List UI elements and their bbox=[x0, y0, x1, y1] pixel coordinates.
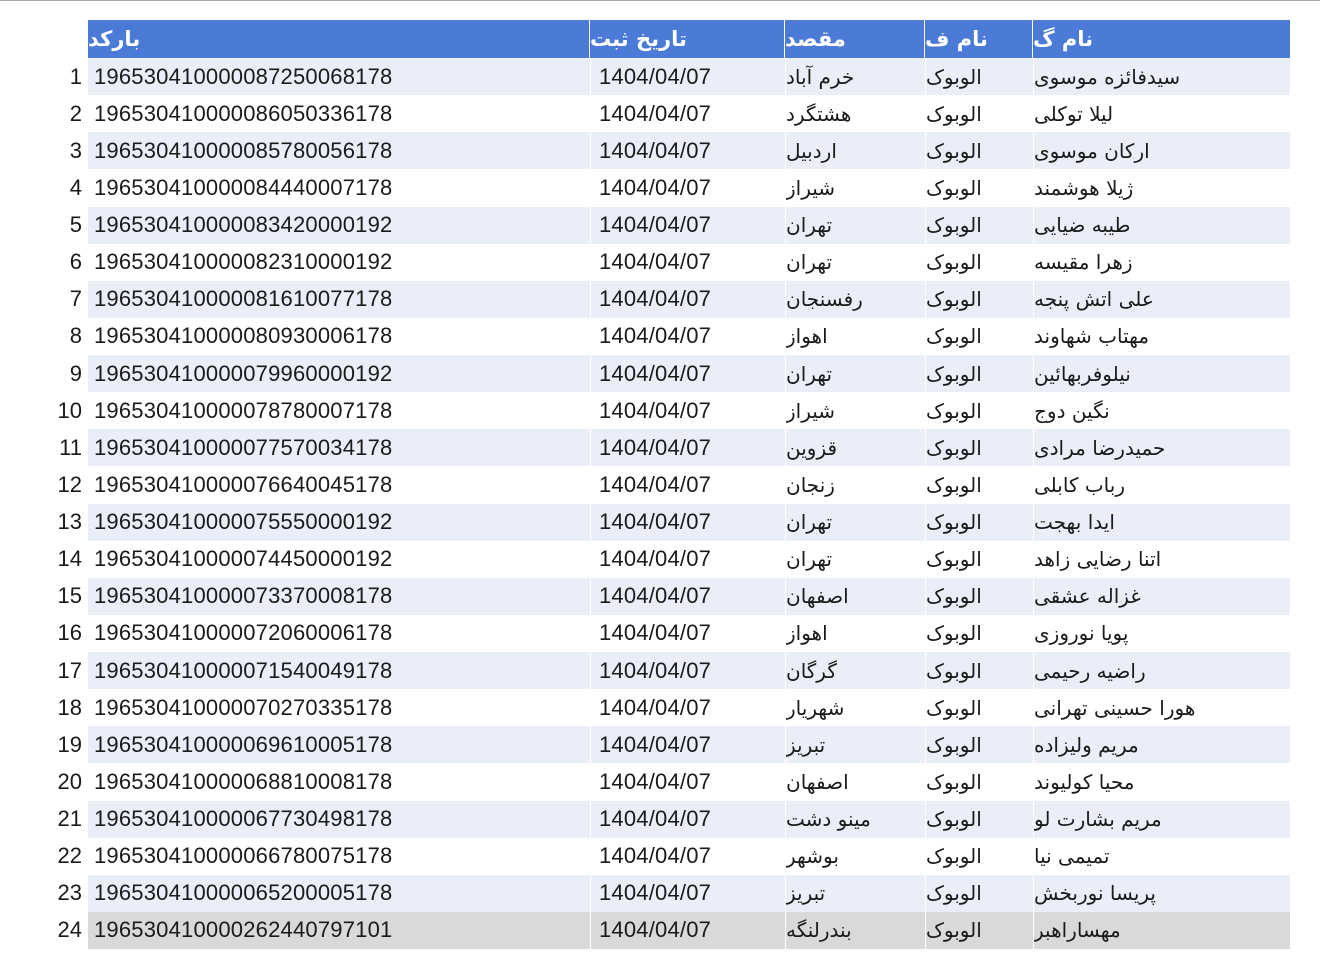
table-row[interactable] bbox=[0, 912, 1290, 949]
barcode-cell[interactable]: 196530410000067730498178 bbox=[88, 801, 590, 838]
date-cell[interactable]: 1404/04/07 bbox=[590, 318, 785, 355]
last-name-cell[interactable]: پویا نوروزی bbox=[1033, 615, 1290, 652]
barcode-cell[interactable]: 196530410000077570034178 bbox=[88, 429, 590, 466]
header-destination[interactable]: مقصد bbox=[785, 20, 925, 58]
date-cell[interactable]: 1404/04/07 bbox=[590, 244, 785, 281]
row-number: 13 bbox=[0, 504, 88, 541]
date-cell[interactable]: 1404/04/07 bbox=[590, 912, 785, 949]
first-name-cell[interactable]: الوبوک bbox=[925, 801, 1033, 838]
table-row[interactable] bbox=[0, 392, 1290, 429]
row-number: 16 bbox=[0, 615, 88, 652]
date-cell[interactable]: 1404/04/07 bbox=[590, 578, 785, 615]
barcode-cell[interactable]: 196530410000074450000192 bbox=[88, 541, 590, 578]
row-number: 8 bbox=[0, 318, 88, 355]
last-name-cell[interactable]: نیلوفربهائین bbox=[1033, 355, 1290, 392]
barcode-cell[interactable]: 196530410000075550000192 bbox=[88, 504, 590, 541]
row-number: 19 bbox=[0, 726, 88, 763]
first-name-cell[interactable]: الوبوک bbox=[925, 281, 1033, 318]
header-last-name[interactable]: نام گ bbox=[1033, 27, 1093, 51]
table-row[interactable] bbox=[0, 578, 1290, 615]
row-number: 15 bbox=[0, 578, 88, 615]
table-row[interactable] bbox=[0, 689, 1290, 726]
destination-cell[interactable]: تهران bbox=[785, 244, 925, 281]
first-name-cell[interactable]: الوبوک bbox=[925, 689, 1033, 726]
row-number: 20 bbox=[0, 763, 88, 800]
destination-cell[interactable]: تهران bbox=[785, 504, 925, 541]
first-name-cell[interactable]: الوبوک bbox=[925, 578, 1033, 615]
row-number: 4 bbox=[0, 169, 88, 206]
table-row[interactable] bbox=[0, 132, 1290, 169]
first-name-cell[interactable]: الوبوک bbox=[925, 207, 1033, 244]
row-number: 3 bbox=[0, 132, 88, 169]
row-number: 5 bbox=[0, 207, 88, 244]
last-name-cell[interactable]: تمیمی نیا bbox=[1033, 838, 1290, 875]
destination-cell[interactable]: بوشهر bbox=[785, 838, 925, 875]
table-row[interactable] bbox=[0, 355, 1290, 392]
destination-cell[interactable]: قزوین bbox=[785, 429, 925, 466]
date-cell[interactable]: 1404/04/07 bbox=[590, 726, 785, 763]
date-cell[interactable]: 1404/04/07 bbox=[590, 281, 785, 318]
date-cell[interactable]: 1404/04/07 bbox=[590, 355, 785, 392]
last-name-cell[interactable]: غزاله عشقی bbox=[1033, 578, 1290, 615]
last-name-cell[interactable]: مریم ولیزاده bbox=[1033, 726, 1290, 763]
table-row[interactable] bbox=[0, 466, 1290, 503]
date-cell[interactable]: 1404/04/07 bbox=[590, 615, 785, 652]
table-row[interactable] bbox=[0, 801, 1290, 838]
last-name-cell[interactable]: لیلا توکلی bbox=[1033, 95, 1290, 132]
row-number: 11 bbox=[0, 429, 88, 466]
first-name-cell[interactable]: الوبوک bbox=[925, 318, 1033, 355]
destination-cell[interactable]: بندرلنگه bbox=[785, 912, 925, 949]
date-cell[interactable]: 1404/04/07 bbox=[590, 58, 785, 95]
destination-cell[interactable]: شیراز bbox=[785, 392, 925, 429]
first-name-cell[interactable]: الوبوک bbox=[925, 504, 1033, 541]
date-cell[interactable]: 1404/04/07 bbox=[590, 801, 785, 838]
last-name-cell[interactable]: پریسا نوربخش bbox=[1033, 875, 1290, 912]
first-name-cell[interactable]: الوبوک bbox=[925, 58, 1033, 95]
barcode-cell[interactable]: 196530410000084440007178 bbox=[88, 169, 590, 206]
barcode-cell[interactable]: 196530410000087250068178 bbox=[88, 58, 590, 95]
header-date[interactable]: تاریخ ثبت bbox=[590, 20, 785, 58]
table-row[interactable] bbox=[0, 281, 1290, 318]
row-number: 2 bbox=[0, 95, 88, 132]
destination-cell[interactable]: خرم آباد bbox=[785, 58, 925, 95]
date-cell[interactable]: 1404/04/07 bbox=[590, 541, 785, 578]
destination-cell[interactable]: مینو دشت bbox=[785, 801, 925, 838]
first-name-cell[interactable]: الوبوک bbox=[925, 355, 1033, 392]
row-number: 1 bbox=[0, 58, 88, 95]
row-number: 21 bbox=[0, 801, 88, 838]
barcode-cell[interactable]: 196530410000071540049178 bbox=[88, 652, 590, 689]
first-name-cell[interactable]: الوبوک bbox=[925, 132, 1033, 169]
date-cell[interactable]: 1404/04/07 bbox=[590, 392, 785, 429]
header-first-name[interactable]: نام ف bbox=[925, 20, 1033, 58]
table-row[interactable] bbox=[0, 429, 1290, 466]
date-cell[interactable]: 1404/04/07 bbox=[590, 466, 785, 503]
table-header bbox=[0, 20, 1290, 58]
table-row[interactable] bbox=[0, 726, 1290, 763]
date-cell[interactable]: 1404/04/07 bbox=[590, 95, 785, 132]
last-name-cell[interactable]: حمیدرضا مرادی bbox=[1033, 429, 1290, 466]
table-body bbox=[0, 58, 1290, 949]
barcode-cell[interactable]: 196530410000068810008178 bbox=[88, 763, 590, 800]
destination-cell[interactable]: تهران bbox=[785, 355, 925, 392]
first-name-cell[interactable]: الوبوک bbox=[925, 429, 1033, 466]
header-index-cell bbox=[0, 20, 88, 58]
last-name-cell[interactable]: سیدفائزه موسوی bbox=[1033, 58, 1290, 95]
last-name-cell[interactable]: مریم بشارت لو bbox=[1033, 801, 1290, 838]
destination-cell[interactable]: اصفهان bbox=[785, 763, 925, 800]
first-name-cell[interactable]: الوبوک bbox=[925, 615, 1033, 652]
destination-cell[interactable]: شیراز bbox=[785, 169, 925, 206]
barcode-cell[interactable]: 196530410000086050336178 bbox=[88, 95, 590, 132]
destination-cell[interactable]: اهواز bbox=[785, 615, 925, 652]
barcode-cell[interactable]: 196530410000082310000192 bbox=[88, 244, 590, 281]
date-cell[interactable]: 1404/04/07 bbox=[590, 838, 785, 875]
first-name-cell[interactable]: الوبوک bbox=[925, 392, 1033, 429]
last-name-cell[interactable]: ایدا بهجت bbox=[1033, 504, 1290, 541]
table-row[interactable] bbox=[0, 58, 1290, 95]
row-number: 23 bbox=[0, 875, 88, 912]
table-row[interactable] bbox=[0, 763, 1290, 800]
table-row[interactable] bbox=[0, 244, 1290, 281]
row-number: 18 bbox=[0, 689, 88, 726]
destination-cell[interactable]: شهریار bbox=[785, 689, 925, 726]
destination-cell[interactable]: تبریز bbox=[785, 726, 925, 763]
last-name-cell[interactable]: مهتاب شهاوند bbox=[1033, 318, 1290, 355]
destination-cell[interactable]: رفسنجان bbox=[785, 281, 925, 318]
row-number: 14 bbox=[0, 541, 88, 578]
date-cell[interactable]: 1404/04/07 bbox=[590, 132, 785, 169]
first-name-cell[interactable]: الوبوک bbox=[925, 169, 1033, 206]
row-number: 24 bbox=[0, 912, 88, 949]
last-name-cell[interactable]: هورا حسینی تهرانی bbox=[1033, 689, 1290, 726]
row-number: 7 bbox=[0, 281, 88, 318]
barcode-cell[interactable]: 196530410000083420000192 bbox=[88, 207, 590, 244]
table-row[interactable] bbox=[0, 504, 1290, 541]
table-row[interactable] bbox=[0, 169, 1290, 206]
table-row[interactable] bbox=[0, 95, 1290, 132]
barcode-cell[interactable]: 196530410000073370008178 bbox=[88, 578, 590, 615]
barcode-cell[interactable]: 196530410000069610005178 bbox=[88, 726, 590, 763]
date-cell[interactable]: 1404/04/07 bbox=[590, 207, 785, 244]
first-name-cell[interactable]: الوبوک bbox=[925, 763, 1033, 800]
first-name-cell[interactable]: الوبوک bbox=[925, 466, 1033, 503]
first-name-cell[interactable]: الوبوک bbox=[925, 244, 1033, 281]
destination-cell[interactable]: اهواز bbox=[785, 318, 925, 355]
table-row[interactable] bbox=[0, 207, 1290, 244]
last-name-cell[interactable]: زهرا مقیسه bbox=[1033, 244, 1290, 281]
barcode-cell[interactable]: 196530410000081610077178 bbox=[88, 281, 590, 318]
last-name-cell[interactable]: علی اتش پنجه bbox=[1033, 281, 1290, 318]
row-number: 22 bbox=[0, 838, 88, 875]
barcode-cell[interactable]: 196530410000262440797101 bbox=[88, 912, 590, 949]
table-row[interactable] bbox=[0, 541, 1290, 578]
destination-cell[interactable]: تهران bbox=[785, 207, 925, 244]
table-row[interactable] bbox=[0, 615, 1290, 652]
first-name-cell[interactable]: الوبوک bbox=[925, 875, 1033, 912]
barcode-cell[interactable]: 196530410000079960000192 bbox=[88, 355, 590, 392]
first-name-cell[interactable]: الوبوک bbox=[925, 912, 1033, 949]
row-number: 6 bbox=[0, 244, 88, 281]
barcode-cell[interactable]: 196530410000070270335178 bbox=[88, 689, 590, 726]
row-number: 17 bbox=[0, 652, 88, 689]
barcode-cell[interactable]: 196530410000065200005178 bbox=[88, 875, 590, 912]
date-cell[interactable]: 1404/04/07 bbox=[590, 169, 785, 206]
destination-cell[interactable]: اردبیل bbox=[785, 132, 925, 169]
first-name-cell[interactable]: الوبوک bbox=[925, 726, 1033, 763]
data-table bbox=[0, 20, 1290, 949]
date-cell[interactable]: 1404/04/07 bbox=[590, 429, 785, 466]
destination-cell[interactable]: هشتگرد bbox=[785, 95, 925, 132]
barcode-cell[interactable]: 196530410000066780075178 bbox=[88, 838, 590, 875]
date-cell[interactable]: 1404/04/07 bbox=[590, 875, 785, 912]
last-name-cell[interactable]: راضیه رحیمی bbox=[1033, 652, 1290, 689]
table-row[interactable] bbox=[0, 875, 1290, 912]
row-number: 12 bbox=[0, 466, 88, 503]
barcode-cell[interactable]: 196530410000078780007178 bbox=[88, 392, 590, 429]
date-cell[interactable]: 1404/04/07 bbox=[590, 689, 785, 726]
first-name-cell[interactable]: الوبوک bbox=[925, 541, 1033, 578]
table-row[interactable] bbox=[0, 318, 1290, 355]
header-barcode[interactable]: بارکد bbox=[88, 20, 590, 58]
row-number: 9 bbox=[0, 355, 88, 392]
barcode-cell[interactable]: 196530410000072060006178 bbox=[88, 615, 590, 652]
destination-cell[interactable]: اصفهان bbox=[785, 578, 925, 615]
first-name-cell[interactable]: الوبوک bbox=[925, 838, 1033, 875]
barcode-cell[interactable]: 196530410000076640045178 bbox=[88, 466, 590, 503]
last-name-cell[interactable]: ارکان موسوی bbox=[1033, 132, 1290, 169]
destination-cell[interactable]: تهران bbox=[785, 541, 925, 578]
barcode-cell[interactable]: 196530410000080930006178 bbox=[88, 318, 590, 355]
last-name-cell[interactable]: اتنا رضایی زاهد bbox=[1033, 541, 1290, 578]
destination-cell[interactable]: تبریز bbox=[785, 875, 925, 912]
destination-cell[interactable]: زنجان bbox=[785, 466, 925, 503]
last-name-cell[interactable]: نگین دوج bbox=[1033, 392, 1290, 429]
first-name-cell[interactable]: الوبوک bbox=[925, 652, 1033, 689]
last-name-cell[interactable]: مهساراهبر bbox=[1033, 912, 1290, 949]
last-name-cell[interactable]: ژیلا هوشمند bbox=[1033, 169, 1290, 206]
last-name-cell[interactable]: محیا کولیوند bbox=[1033, 763, 1290, 800]
top-divider bbox=[0, 0, 1320, 1]
last-name-cell[interactable]: طیبه ضیایی bbox=[1033, 207, 1290, 244]
date-cell[interactable]: 1404/04/07 bbox=[590, 652, 785, 689]
table-row[interactable] bbox=[0, 838, 1290, 875]
destination-cell[interactable]: گرگان bbox=[785, 652, 925, 689]
row-number: 10 bbox=[0, 392, 88, 429]
table-row[interactable] bbox=[0, 652, 1290, 689]
last-name-cell[interactable]: رباب کابلی bbox=[1033, 466, 1290, 503]
first-name-cell[interactable]: الوبوک bbox=[925, 95, 1033, 132]
date-cell[interactable]: 1404/04/07 bbox=[590, 504, 785, 541]
barcode-cell[interactable]: 196530410000085780056178 bbox=[88, 132, 590, 169]
date-cell[interactable]: 1404/04/07 bbox=[590, 763, 785, 800]
